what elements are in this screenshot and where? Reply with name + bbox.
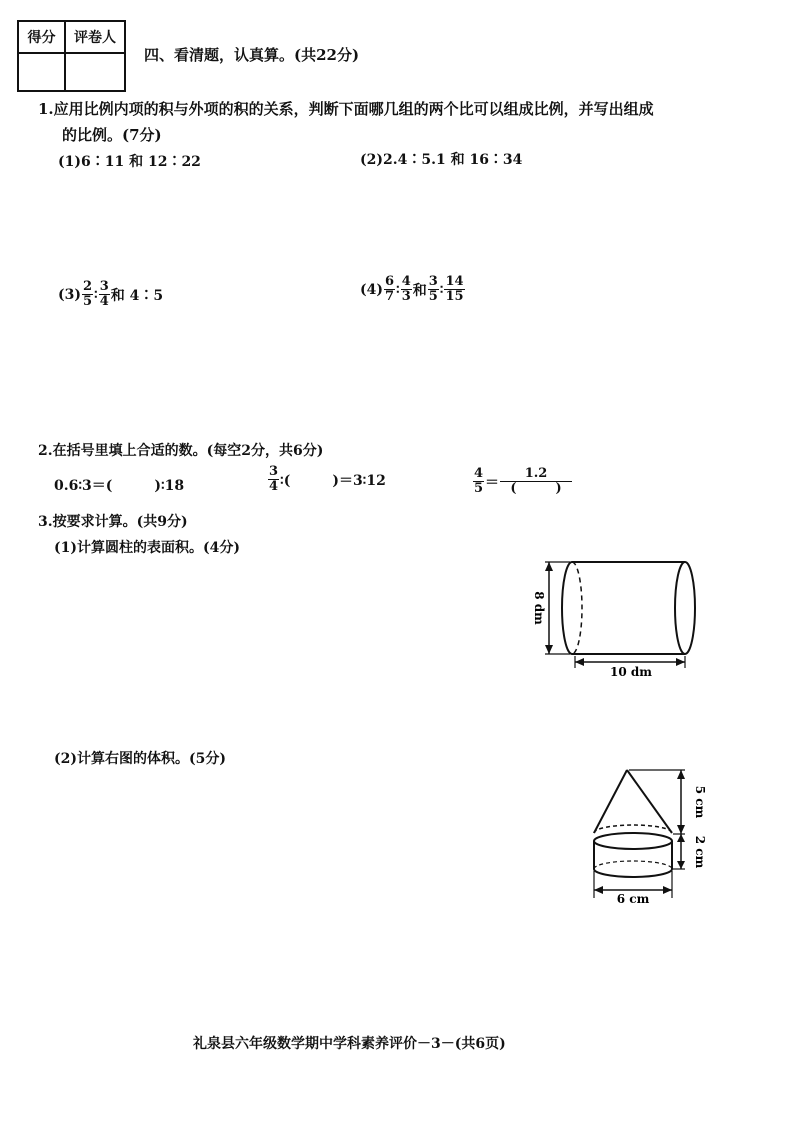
ratio-colon: ∶ <box>396 281 400 298</box>
numerator: 3 <box>269 464 279 479</box>
denominator: 4 <box>269 479 279 494</box>
score-table <box>17 20 126 92</box>
arrowhead <box>677 834 685 842</box>
numerator: 6 <box>385 274 395 289</box>
denominator: ( ) <box>510 481 562 496</box>
fraction <box>99 280 110 309</box>
cylinder-bottom-front <box>594 869 672 877</box>
denominator: 5 <box>428 289 438 304</box>
fraction <box>473 467 484 496</box>
arrowhead <box>663 886 672 894</box>
fraction <box>82 280 93 309</box>
q2-eq2 <box>267 465 386 494</box>
equals-sign: ＝ <box>485 474 500 491</box>
score-cell[interactable] <box>18 53 65 91</box>
q1-part3-label: (3) <box>58 286 81 303</box>
arrowhead <box>676 658 685 666</box>
fraction <box>384 275 395 304</box>
q1-part4-label: (4) <box>360 281 383 298</box>
fraction <box>401 275 412 304</box>
q1-part3 <box>58 280 163 309</box>
cylinder-height-label: 8 dm <box>532 591 546 625</box>
q3-sub1: (1)计算圆柱的表面积。(4分) <box>54 540 240 556</box>
section-title: 四、看清题，认真算。(共22分) <box>144 46 360 64</box>
numerator: 4 <box>474 466 484 481</box>
denominator: 7 <box>385 289 395 304</box>
q1-part3-tail: 和 4∶5 <box>110 287 164 304</box>
score-header: 得分 <box>18 21 65 53</box>
cylinder-diagram <box>525 552 710 682</box>
cone-height-label: 5 cm <box>693 785 707 819</box>
q1-line2: 的比例。(7分) <box>62 126 162 144</box>
cylinder-right-face <box>675 562 695 654</box>
arrowhead <box>545 562 553 571</box>
base-height-label: 2 cm <box>693 835 707 869</box>
q3-title: 3.按要求计算。(共9分) <box>38 514 188 530</box>
q1-part1: (1)6∶11 和 12∶22 <box>58 154 201 170</box>
numerator: 3 <box>428 274 438 289</box>
ratio-colon: ∶ <box>94 286 98 303</box>
arrowhead <box>594 886 603 894</box>
cone-left-edge <box>594 770 627 833</box>
numerator: 3 <box>99 279 109 294</box>
fraction <box>268 465 279 494</box>
grader-header: 评卷人 <box>65 21 125 53</box>
q2-title: 2.在括号里填上合适的数。(每空2分，共6分) <box>38 443 324 459</box>
q2-eq3 <box>472 467 573 496</box>
q2-eq2-tail: ∶( )＝3∶12 <box>280 472 386 489</box>
arrowhead <box>677 770 685 779</box>
denominator: 5 <box>474 481 484 496</box>
fraction <box>500 467 572 496</box>
denominator: 4 <box>99 294 109 309</box>
cylinder-left-face-back <box>572 562 582 654</box>
cylinder-bottom-back <box>594 861 672 869</box>
numerator: 4 <box>401 274 411 289</box>
numerator: 1.2 <box>500 467 572 482</box>
numerator: 14 <box>445 274 464 289</box>
page-footer: 礼泉县六年级数学期中学科素养评价－3－(共6页) <box>193 1036 506 1052</box>
grader-cell[interactable] <box>65 53 125 91</box>
q1-part4 <box>360 275 466 304</box>
fraction <box>428 275 439 304</box>
cylinder-top-ellipse <box>594 833 672 849</box>
cone-base-back <box>594 825 672 833</box>
q2-eq1: 0.6∶3＝( )∶18 <box>54 478 185 494</box>
cone-right-edge <box>627 770 672 833</box>
base-diameter-label: 6 cm <box>616 892 650 906</box>
arrowhead <box>677 825 685 834</box>
cylinder-length-label: 10 dm <box>610 665 652 679</box>
fraction <box>444 275 464 304</box>
arrowhead <box>575 658 584 666</box>
arrowhead <box>677 861 685 869</box>
cylinder-left-face-front <box>562 562 572 654</box>
numerator: 2 <box>83 279 93 294</box>
q1-part4-and: 和 <box>412 282 427 299</box>
denominator: 5 <box>83 294 93 309</box>
denominator: 15 <box>445 289 464 304</box>
q3-sub2: (2)计算右图的体积。(5分) <box>54 751 226 767</box>
cone-cylinder-diagram <box>580 760 715 910</box>
q1-part2: (2)2.4∶5.1 和 16∶34 <box>360 152 523 168</box>
q1-line1: 1.应用比例内项的积与外项的积的关系，判断下面哪几组的两个比可以组成比例，并写出组成 <box>38 100 654 118</box>
arrowhead <box>545 645 553 654</box>
denominator: 3 <box>401 289 411 304</box>
ratio-colon: ∶ <box>439 281 444 298</box>
